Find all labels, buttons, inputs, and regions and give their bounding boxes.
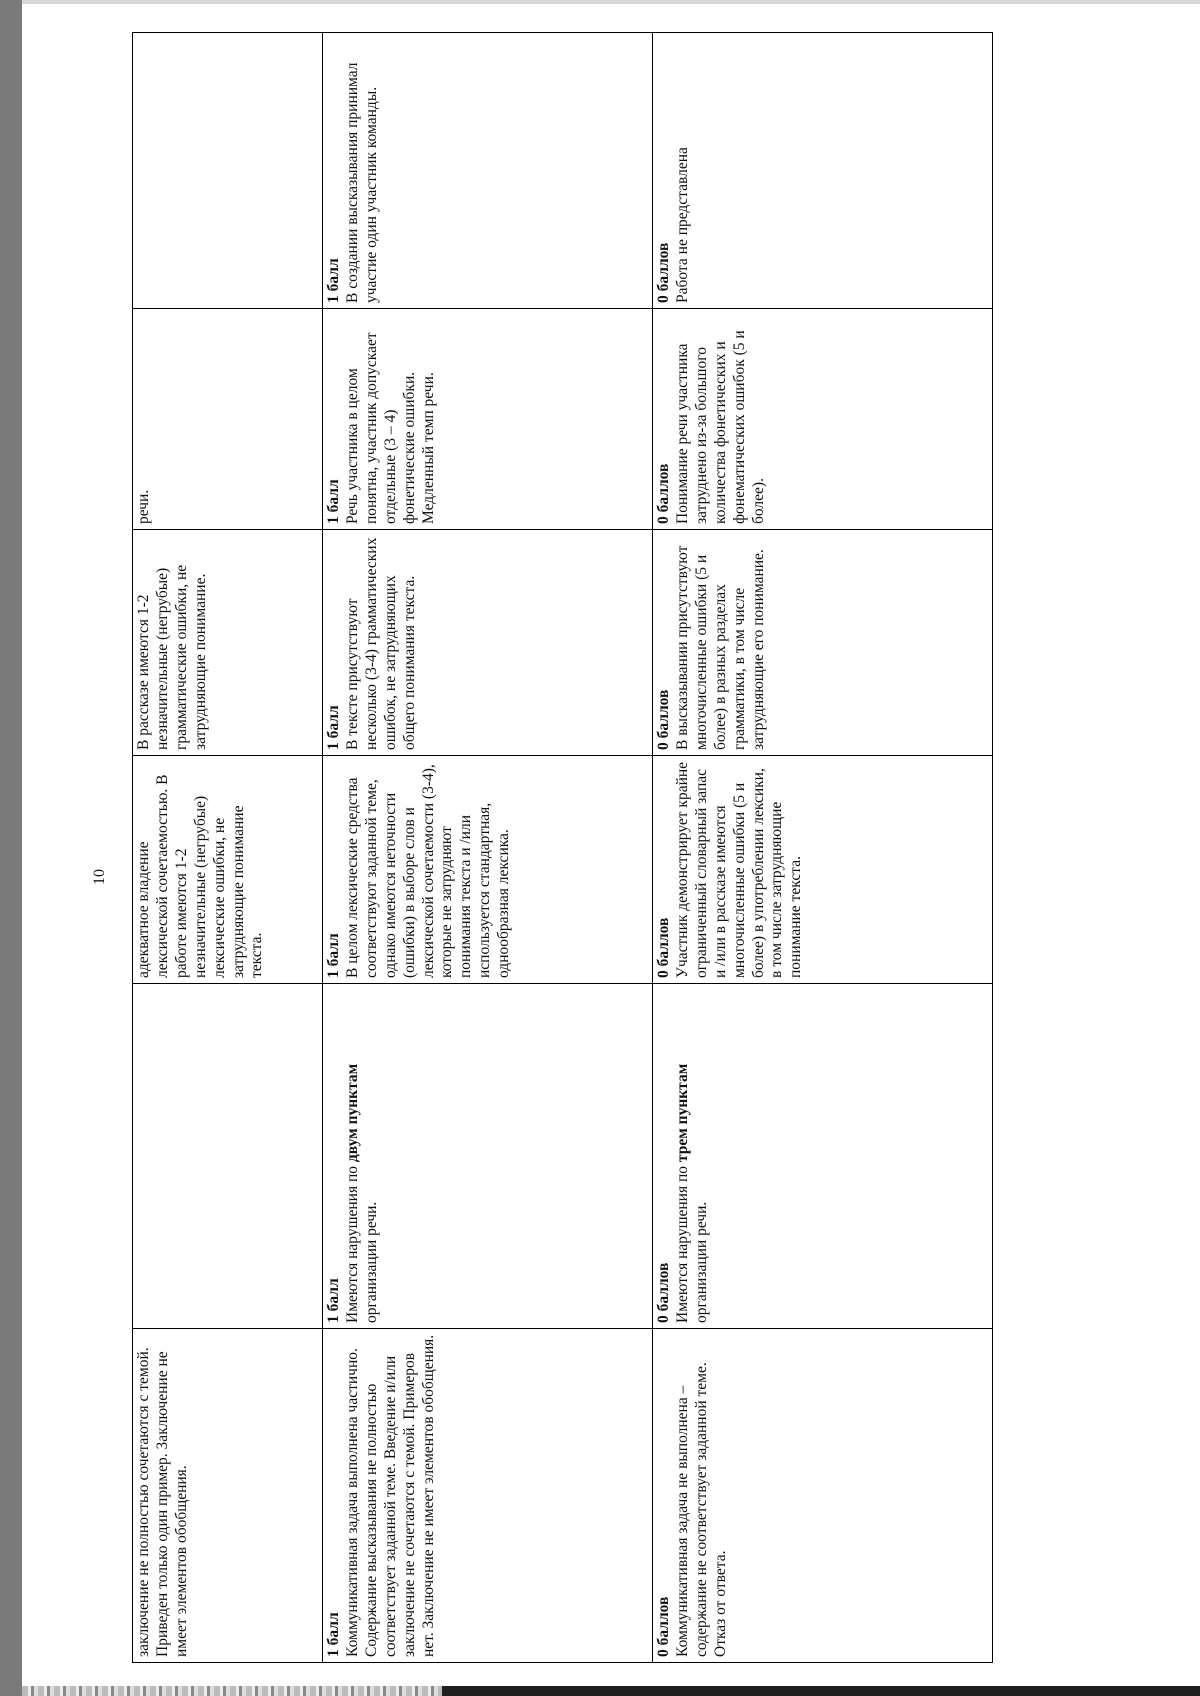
cell-text: заключение не полностью сочетаются с темой. Приведен только один пример. Заключение не имеет элементов обобщения. (135, 1347, 190, 1657)
cell-content (323, 1329, 653, 1663)
text-part: организации речи. (362, 1201, 380, 1323)
cell-text: Работа не представлена (673, 147, 691, 303)
cell-grammar (133, 530, 323, 756)
cell-text: В тексте присутствуют несколько (3-4) грамматических ошибок, не затрудняющих общего понимания текста. (343, 537, 418, 750)
cell-grammar (653, 530, 993, 756)
scan-bottom-noise (22, 1686, 442, 1696)
bold-text: трем пунктам (673, 1063, 691, 1163)
cell-text: речи. (135, 489, 152, 524)
bold-text: двум пунктам (343, 1063, 361, 1163)
cell-speech-organization (133, 984, 323, 1329)
cell-phonetics (133, 309, 323, 530)
score-label: 0 баллов (655, 917, 672, 978)
criteria-table (132, 32, 993, 1663)
score-label: 0 баллов (655, 1262, 672, 1323)
score-label: 1 балл (325, 705, 342, 750)
cell-text: адекватное владение лексической сочетаемостью. В работе имеются 1-2 незначительные (негрубые) лексические ошибки, не затрудняющие понимание текста. (135, 774, 266, 978)
cell-text: В рассказе имеются 1-2 незначительные (негрубые) грамматические ошибки, не затрудняющие понимание. (135, 564, 209, 750)
table-row (133, 33, 323, 1663)
table-row (653, 33, 993, 1663)
cell-participation (133, 33, 323, 309)
score-label: 0 баллов (655, 689, 672, 750)
cell-participation (323, 33, 653, 309)
text-part: Имеются нарушения по (343, 1162, 361, 1323)
cell-speech-organization (323, 984, 653, 1329)
cell-text: Речь участника в целом понятна, участник допускает отдельные (3 – 4) фонетические ошибки. Медленный темп речи. (343, 332, 437, 524)
score-label: 1 балл (325, 933, 342, 978)
cell-text: Коммуникативная задача выполнена частично. Содержание высказывания не полностью соответствует заданной теме. Введение и/или заключение не сочетаются с темой. Примеров нет. Заключение не имеет элементов обобщения. (343, 1334, 437, 1657)
cell-content (133, 1329, 323, 1663)
cell-text: Участник демонстрирует крайне ограниченный словарный запас и /или в рассказе имеются многочисленные ошибки (5 и более) в употреблении лексики, в том числе затрудняющие понимание текста. (673, 761, 805, 978)
cell-text: В высказывании присутствуют многочисленные ошибки (5 и более) в разных разделах грамматики, в том числе затрудняющие его понимание. (673, 545, 767, 750)
score-label: 0 баллов (655, 1596, 672, 1657)
score-label: 1 балл (325, 1612, 342, 1657)
cell-content (653, 1329, 993, 1663)
cell-lexis (323, 756, 653, 984)
cell-phonetics (323, 309, 653, 530)
score-label: 0 баллов (655, 242, 672, 303)
text-part: организации речи. (692, 1201, 710, 1323)
score-label: 1 балл (325, 258, 342, 303)
cell-speech-organization (653, 984, 993, 1329)
cell-text: В целом лексические средства соответствуют заданной теме, однако имеются неточности (ошибки) в выборе слов и лексической сочетаемости (3-4), которые не затрудняют понимания текста и /или используется стандартная, однообразная лексика. (343, 764, 513, 978)
scan-top-edge (22, 0, 1200, 4)
page-number: 10 (91, 869, 108, 885)
table-row (323, 33, 653, 1663)
cell-participation (653, 33, 993, 309)
cell-text: Отказ от ответа. (711, 1550, 729, 1657)
cell-lexis (653, 756, 993, 984)
cell-text (674, 988, 712, 1323)
text-part: Имеются нарушения по (673, 1162, 691, 1323)
cell-lexis (133, 756, 323, 984)
cell-text: Понимание речи участника затруднено из-за большого количества фонетических и фонематических ошибок (5 и более). (673, 330, 767, 524)
cell-grammar (323, 530, 653, 756)
cell-phonetics (653, 309, 993, 530)
cell-text (344, 988, 382, 1323)
score-label: 0 баллов (655, 463, 672, 524)
score-label: 1 балл (325, 479, 342, 524)
score-label: 1 балл (325, 1278, 342, 1323)
cell-text: Коммуникативная задача не выполнена – содержание не соответствует заданной теме. (673, 1362, 710, 1657)
cell-text: В создании высказывания принимал участие один участник команды. (343, 62, 380, 303)
scan-left-edge (0, 0, 22, 1696)
